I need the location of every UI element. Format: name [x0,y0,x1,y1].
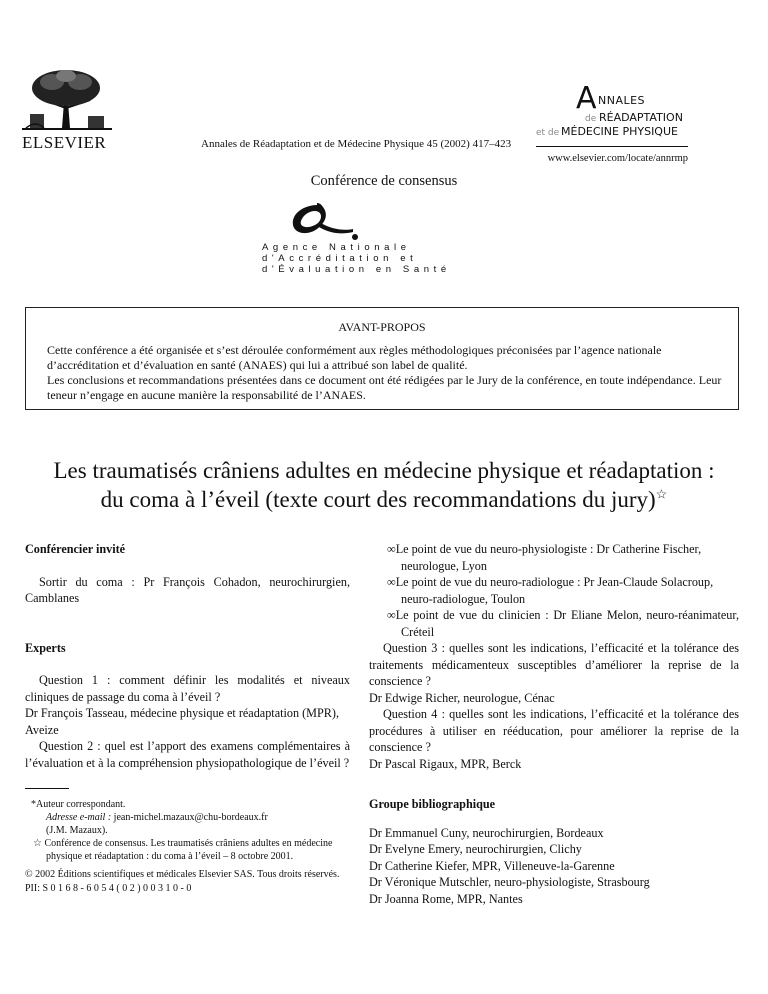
experts-heading: Experts [25,640,66,655]
svg-text:et de: et de [536,128,560,138]
elsevier-tree-logo [22,66,112,134]
anaes-logo-mark [287,199,359,241]
question-3-expert: Dr Edwige Richer, neurologue, Cénac [369,690,555,705]
anaes-line-2: d'Accréditation et [262,253,418,264]
question-1: Question 1 : comment définir les modalités et niveaux cliniques de passage du coma à l’éveil ? [25,673,350,704]
left-column [25,541,350,771]
svg-text:MÉDECINE PHYSIQUE: MÉDECINE PHYSIQUE [561,125,678,138]
bibliography-group-heading: Groupe bibliographique [369,797,496,811]
foreword-box [25,307,739,410]
star-footnote-text: Conférence de consensus. Les traumatisés crâniens adultes en médecine physique et réadaptation : du coma à l’éveil – 8 octobre 2001. [44,838,333,862]
header-rule [536,146,688,147]
bullet-clinician: ∞Le point de vue du clinicien : Dr Eliane Melon, neuro-réanimateur, Créteil [387,608,739,639]
email-label: Adresse e-mail : [46,812,112,823]
svg-text:A: A [576,82,597,116]
pii-line: PII: S 0 1 6 8 - 6 0 5 4 ( 0 2 ) 0 0 3 1 0 - 0 [25,882,192,894]
corresponding-author-note: *Auteur correspondant. [31,799,126,810]
journal-reference: Annales de Réadaptation et de Médecine Physique 45 (2002) 417–423 [201,138,512,150]
author-initials: (J.M. Mazaux). [46,825,108,836]
svg-text:de: de [585,114,597,124]
foreword-paragraph-1: Cette conférence a été organisée et s’est déroulée conformément aux règles méthodologiques préconisées par l’agence nationale d’accréditation et d’évaluation en santé (ANAES) qui lui a attribué son label de qualité. [47,343,662,372]
anaes-line-1: Agence Nationale [262,242,411,253]
question-2: Question 2 : quel est l’apport des examens complémentaires à l’évaluation et à la compréhension physiopathologique de l’éveil ? [25,739,350,770]
journal-logo [536,82,688,142]
journal-url[interactable]: www.elsevier.com/locate/annrmp [547,153,688,164]
bullet-neuroradiologist: ∞Le point de vue du neuro-radiologue : Pr Jean-Claude Solacroup, neuro-radiologue, Toulon [387,575,714,606]
bibliography-member: Dr Emmanuel Cuny, neurochirurgien, Bordeaux [369,825,604,840]
publisher-wordmark: ELSEVIER [22,133,107,152]
bullet-neurophysiologist: ∞Le point de vue du neuro-physiologiste : Dr Catherine Fischer, neurologue, Lyon [387,542,702,573]
copyright-line: © 2002 Éditions scientifiques et médicales Elsevier SAS. Tous droits réservés. [25,869,340,880]
right-column [369,541,739,907]
foreword-title: AVANT-PROPOS [338,320,426,334]
anaes-line-3: d'Évaluation en Santé [262,264,451,275]
question-1-expert: Dr François Tasseau, médecine physique et réadaptation (MPR), Aveize [25,706,340,737]
question-4-expert: Dr Pascal Rigaux, MPR, Berck [369,756,522,771]
invited-speaker-heading: Conférencier invité [25,542,126,556]
foreword-paragraph-2: Les conclusions et recommandations présentées dans ce document ont été rédigées par le Jury de la conférence, en toute indépendance. Leur teneur n’engage en aucune manière la responsabilité de l’ANAES. [47,373,722,402]
bibliography-member: Dr Véronique Mutschler, neuro-physiologiste, Strasbourg [369,875,650,889]
anaes-name [262,242,472,275]
invited-speaker-text: Sortir du coma : Pr François Cohadon, neurochirurgien, Camblanes [25,574,350,605]
svg-text:NNALES: NNALES [598,94,646,107]
email-address[interactable]: jean-michel.mazaux@chu-bordeaux.fr [113,812,268,823]
question-3: Question 3 : quelles sont les indications, l’efficacité et la tolérance des traitements médicamenteux susceptibles d’améliorer la reprise de la conscience ? [369,641,739,688]
svg-text:RÉADAPTATION: RÉADAPTATION [599,111,683,124]
footnote-rule [25,788,69,789]
article-title-line-2: du coma à l’éveil (texte court des recommandations du jury) [100,487,656,512]
bibliography-member: Dr Joanna Rome, MPR, Nantes [369,891,523,906]
article-title-line-1: Les traumatisés crâniens adultes en médecine physique et réadaptation : [53,458,715,483]
title-footnote-star[interactable]: ☆ [655,486,668,502]
copyright-block [25,868,370,895]
article-title [20,456,748,514]
bibliography-member: Dr Catherine Kiefer, MPR, Villeneuve-la-Garenne [369,858,615,873]
question-4: Question 4 : quelles sont les indications, l’efficacité et la tolérance des procédures à utiliser en rééducation, pour améliorer la reprise de la conscience ? [369,707,739,754]
foreword-text [47,343,723,403]
section-heading: Conférence de consensus [310,173,458,189]
footnotes [25,798,350,863]
star-footnote-symbol: ☆ [33,838,42,849]
bibliography-member: Dr Evelyne Emery, neurochirurgien, Clichy [369,842,582,856]
